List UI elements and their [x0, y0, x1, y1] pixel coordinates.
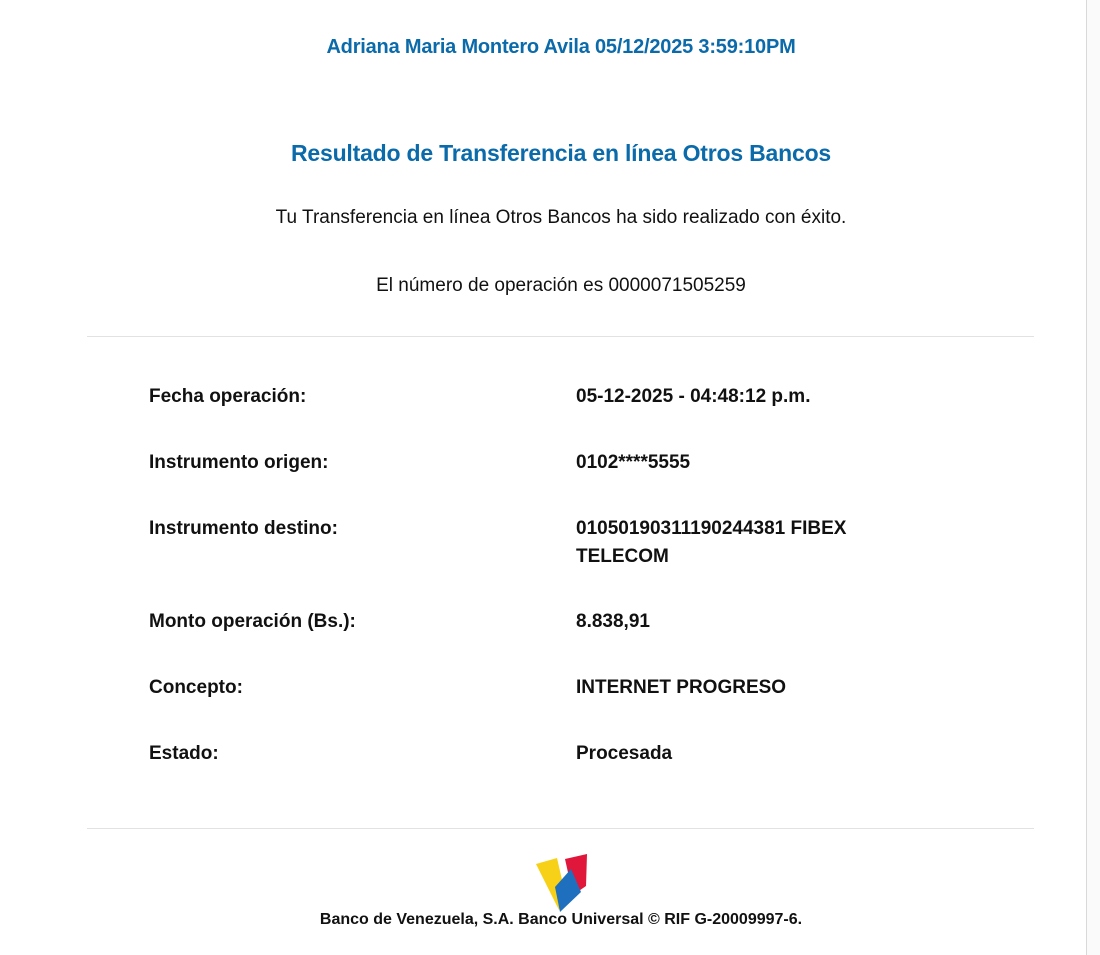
banco-de-venezuela-logo-icon [533, 853, 591, 915]
success-message: Tu Transferencia en línea Otros Bancos ha sido realizado con éxito. [275, 207, 847, 228]
detail-value-destino: 01050190311190244381 FIBEX TELECOM [576, 518, 847, 567]
detail-label-fecha: Fecha operación: [149, 386, 307, 407]
detail-value-monto: 8.838,91 [576, 611, 650, 632]
detail-value-origen: 0102****5555 [576, 452, 691, 473]
detail-label-destino: Instrumento destino: [149, 518, 338, 539]
detail-label-monto: Monto operación (Bs.): [149, 611, 356, 632]
detail-value-fecha: 05-12-2025 - 04:48:12 p.m. [576, 386, 811, 407]
detail-label-origen: Instrumento origen: [149, 452, 329, 473]
footer-legal-text: Banco de Venezuela, S.A. Banco Universal © RIF G-20009997-6. [319, 911, 803, 928]
divider-top [87, 336, 1034, 337]
detail-label-concepto: Concepto: [149, 677, 243, 698]
user-session-header: Adriana Maria Montero Avila 05/12/2025 3:59:10PM [326, 36, 796, 58]
operation-number-text: El número de operación es 0000071505259 [376, 275, 746, 296]
divider-bottom [87, 828, 1034, 829]
detail-value-concepto: INTERNET PROGRESO [576, 677, 787, 698]
detail-label-estado: Estado: [149, 743, 219, 764]
detail-value-estado: Procesada [576, 743, 673, 764]
result-title: Resultado de Transferencia en línea Otros Bancos [290, 140, 832, 166]
